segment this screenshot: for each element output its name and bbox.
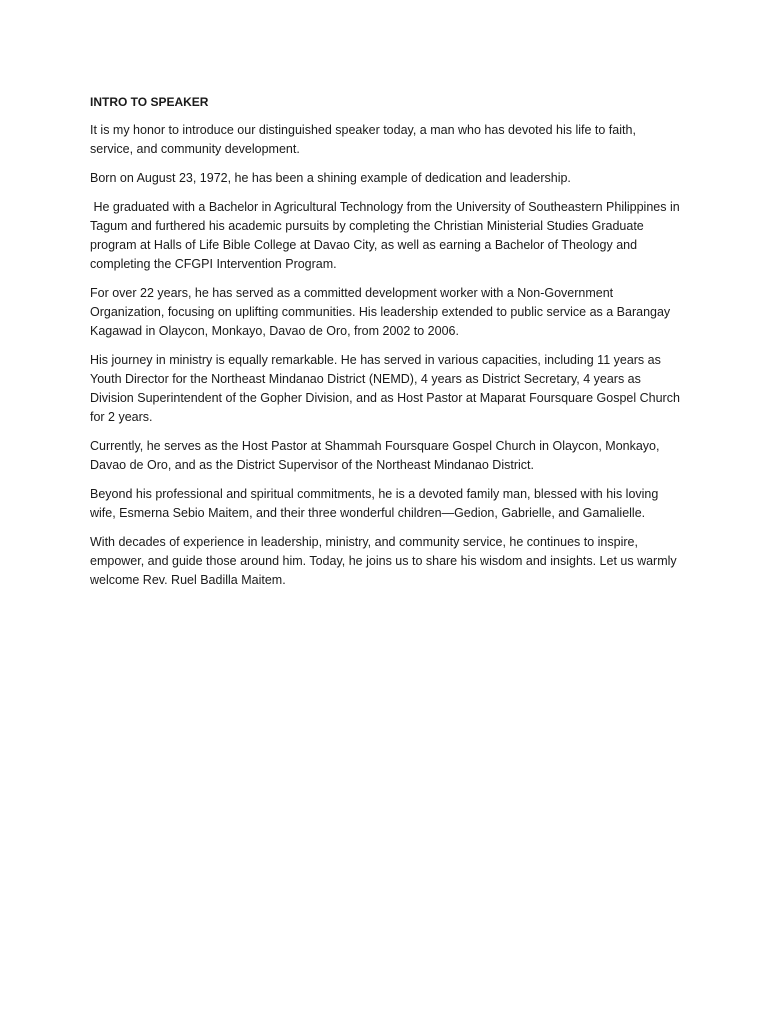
document-title: INTRO TO SPEAKER	[90, 95, 209, 109]
paragraph-birth: Born on August 23, 1972, he has been a shining example of dedication and leadership.	[90, 171, 571, 185]
paragraph-education: He graduated with a Bachelor in Agricultural Technology from the University of Southeastern Philippines in Tagum and furthered his academic pursuits by completing the Christian Ministerial Studies Graduate program at Halls of Life Bible College at Davao City, as well as earning a Bachelor of Theology and completing the CFGPI Intervention Program.	[90, 200, 683, 271]
paragraph-welcome: With decades of experience in leadership, ministry, and community service, he continues to inspire, empower, and guide those around him. Today, he joins us to share his wisdom and insights. Let us warmly welcome Rev. Ruel Badilla Maitem.	[90, 535, 677, 587]
document-body	[90, 93, 683, 600]
paragraph-development-work: For over 22 years, he has served as a committed development worker with a Non-Government Organization, focusing on uplifting communities. His leadership extended to public service as a Barangay Kagawad in Olaycon, Monkayo, Davao de Oro, from 2002 to 2006.	[90, 286, 671, 338]
paragraph-ministry: His journey in ministry is equally remarkable. He has served in various capacities, including 11 years as Youth Director for the Northeast Mindanao District (NEMD), 4 years as District Secretary, 4 years as Division Superintendent of the Gopher Division, and as Host Pastor at Maparat Foursquare Gospel Church for 2 years.	[90, 353, 680, 424]
paragraph-family: Beyond his professional and spiritual commitments, he is a devoted family man, blessed with his loving wife, Esmerna Sebio Maitem, and their three wonderful children—Gedion, Gabrielle, and Gamalielle.	[90, 487, 659, 520]
paragraph-introduction: It is my honor to introduce our distinguished speaker today, a man who has devoted his life to faith, service, and community development.	[90, 123, 636, 156]
paragraph-current-role: Currently, he serves as the Host Pastor at Shammah Foursquare Gospel Church in Olaycon, Monkayo, Davao de Oro, and as the District Supervisor of the Northeast Mindanao District.	[90, 439, 660, 472]
